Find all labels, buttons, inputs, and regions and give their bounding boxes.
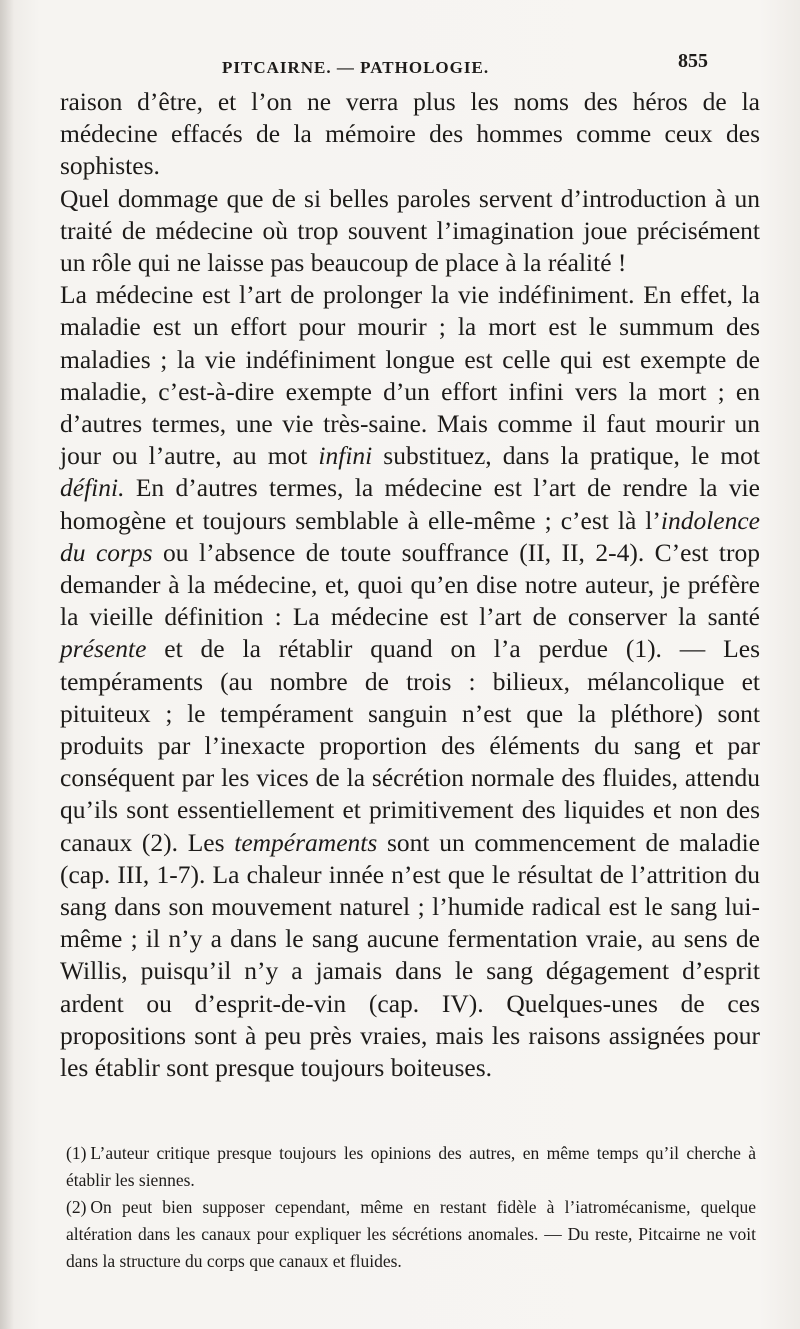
paragraph-3 [60,279,760,1084]
page-gutter-shadow [0,0,14,1329]
paragraph-3-part-e: et de la rétablir quand on l’a perdue (1). — Les tempéraments (au nombre de trois : bilieux, mélancolique et pituiteux ; le tempérament sanguin n’est que la pléthore) sont produits par l’inexacte proportion des éléments du sang et par conséquent par les vices de la sécrétion normale des fluides, attendu qu’ils sont essentiellement et primitivement des liquides et non des canaux (2). Les [60,634,760,857]
footnote-1-text: L’auteur critique presque toujours les opinions des autres, en même temps qu’il cherche à établir les siennes. [66,1143,756,1190]
footnote-1 [66,1140,756,1194]
footnote-2 [66,1194,756,1275]
italic-infini: infini [318,441,373,471]
paragraph-1: raison d’être, et l’on ne verra plus les noms des héros de la médecine effacés de la mémoire des hommes comme ceux des sophistes. [60,87,760,181]
paragraph-3-part-d: ou l’absence de toute souffrance (II, II, 2-4). C’est trop demander à la médecine, et, quoi qu’en dise notre auteur, je préfère la vieille définition : La médecine est l’art de conserver la santé [60,537,760,632]
italic-defini: défini. [60,473,125,503]
body-text [60,86,760,1084]
footnote-2-number: (2) [66,1197,87,1217]
paragraph-3-part-f: sont un commencement de maladie (cap. III, 1-7). La chaleur innée n’est que le résultat de l’attrition du sang dans son mouvement naturel ; l’humide radical est le sang lui-même ; il n’y a dans le sang aucune fermentation vraie, au sens de Willis, puisqu’il n’y a jamais dans le sang dégagement d’esprit ardent ou d’esprit-de-vin (cap. IV). Quelques-unes de ces propositions sont à peu près vraies, mais les raisons assignées pour les établir sont presque toujours boiteuses. [60,827,760,1083]
paragraph-2: Quel dommage que de si belles paroles servent d’introduction à un traité de médecine où trop souvent l’imagination joue précisément un rôle qui ne laisse pas beaucoup de place à la réalité ! [60,183,760,278]
footnote-2-text: On peut bien supposer cependant, même en restant fidèle à l’iatromécanisme, quelque altération dans les canaux pour expliquer les sécrétions anomales. — Du reste, Pitcairne ne voit dans la structure du corps que canaux et fluides. [66,1197,756,1271]
paragraph-3-part-c: En d’autres termes, la médecine est l’art de rendre la vie homogène et toujours semblable à elle-même ; c’est là l’ [60,473,760,535]
page-number: 855 [678,50,708,72]
italic-presente: présente [60,634,147,664]
paragraph-3-part-a: La médecine est l’art de prolonger la vie indéfiniment. En effet, la maladie est un effort pour mourir ; la mort est le summum des maladies ; la vie indéfiniment longue est celle qui est exempte de maladie, c’est-à-dire exempte d’un effort infini vers la mort ; en d’autres termes, une vie très-saine. Mais comme il faut mourir un jour ou l’autre, au mot [60,280,760,471]
italic-indolence: indolence du corps [60,505,760,567]
footnote-1-number: (1) [66,1143,87,1163]
running-title: PITCAIRNE. — PATHOLOGIE. [222,58,490,77]
page-header [222,50,712,86]
italic-temperaments: tempéraments [234,827,378,857]
paragraph-3-part-b: substituez, dans la pratique, le mot [372,441,760,471]
footnotes [66,1140,756,1275]
